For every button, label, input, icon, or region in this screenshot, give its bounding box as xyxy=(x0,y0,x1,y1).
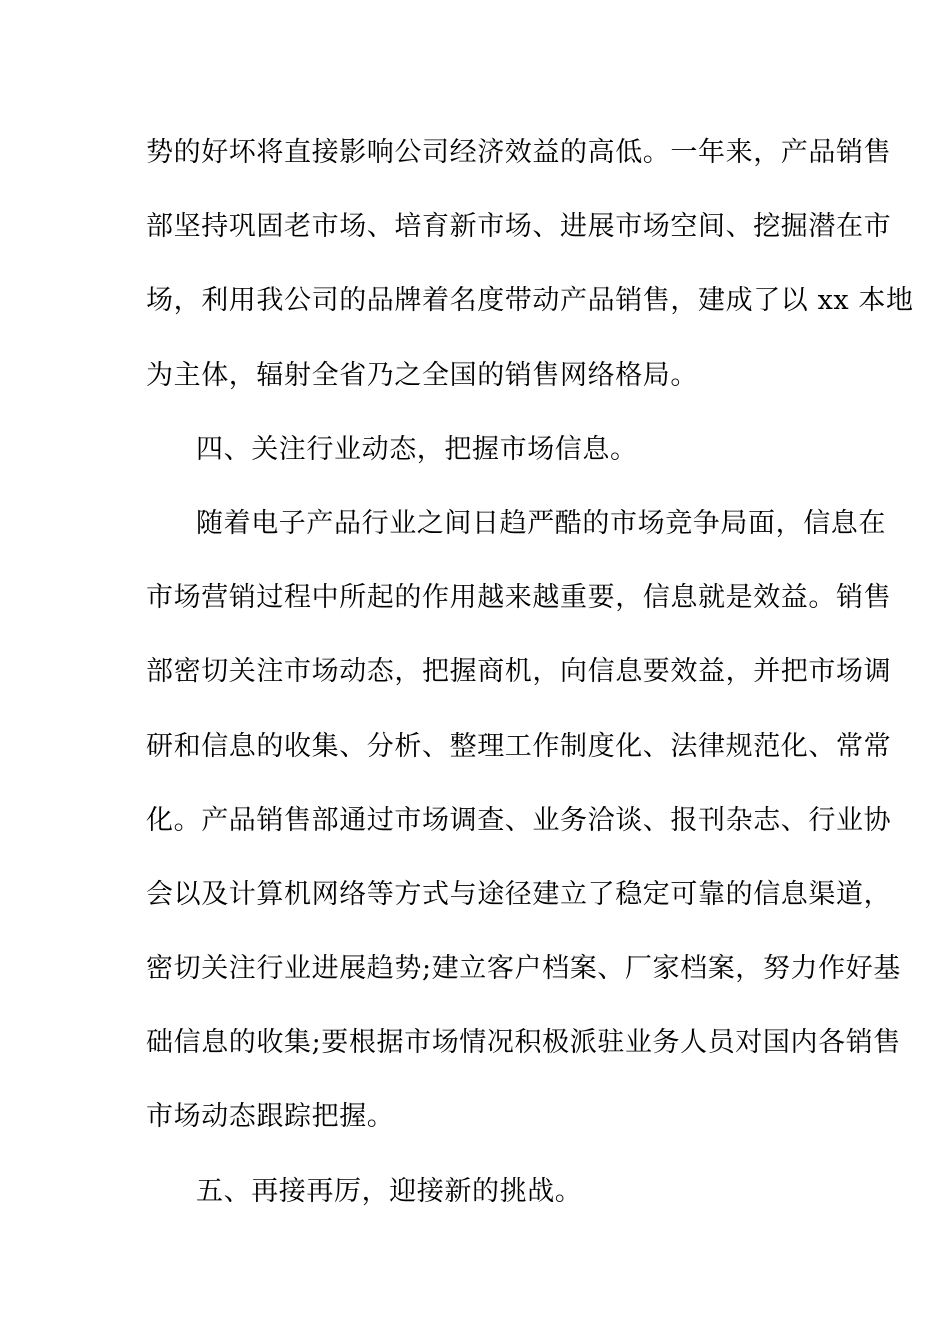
paragraph-line: 研和信息的收集、分析、整理工作制度化、法律规范化、常常 xyxy=(146,730,892,762)
section-heading: 五、再接再厉，迎接新的挑战。 xyxy=(196,1175,583,1207)
paragraph-line: 础信息的收集;要根据市场情况积极派驻业务人员对国内各销售 xyxy=(146,1027,901,1059)
paragraph-line: 化。产品销售部通过市场调查、业务洽谈、报刊杂志、行业协 xyxy=(146,804,892,836)
paragraph-line: 为主体，辐射全省乃之全国的销售网络格局。 xyxy=(146,359,698,391)
paragraph-line: 会以及计算机网络等方式与途径建立了稳定可靠的信息渠道， xyxy=(146,878,892,910)
paragraph-line: 密切关注行业进展趋势;建立客户档案、厂家档案，努力作好基 xyxy=(146,953,901,985)
body-text xyxy=(146,128,914,1241)
paragraph-line: 势的好坏将直接影响公司经济效益的高低。一年来，产品销售 xyxy=(146,137,892,168)
paragraph-line: 市场营销过程中所起的作用越来越重要，信息就是效益。销售 xyxy=(146,582,892,614)
paragraph-line: 市场动态跟踪把握。 xyxy=(146,1101,395,1133)
paragraph-line: 部坚持巩固老市场、培育新市场、进展市场空间、挖掘潜在市 xyxy=(146,211,892,243)
paragraph-line: 部密切关注市场动态，把握商机，向信息要效益，并把市场调 xyxy=(146,656,892,688)
paragraph-line: 随着电子产品行业之间日趋严酷的市场竞争局面，信息在 xyxy=(196,507,886,539)
paragraph-line: 场，利用我公司的品牌着名度带动产品销售，建成了以 xx 本地 xyxy=(146,285,914,317)
section-heading: 四、关注行业动态，把握市场信息。 xyxy=(196,433,638,465)
